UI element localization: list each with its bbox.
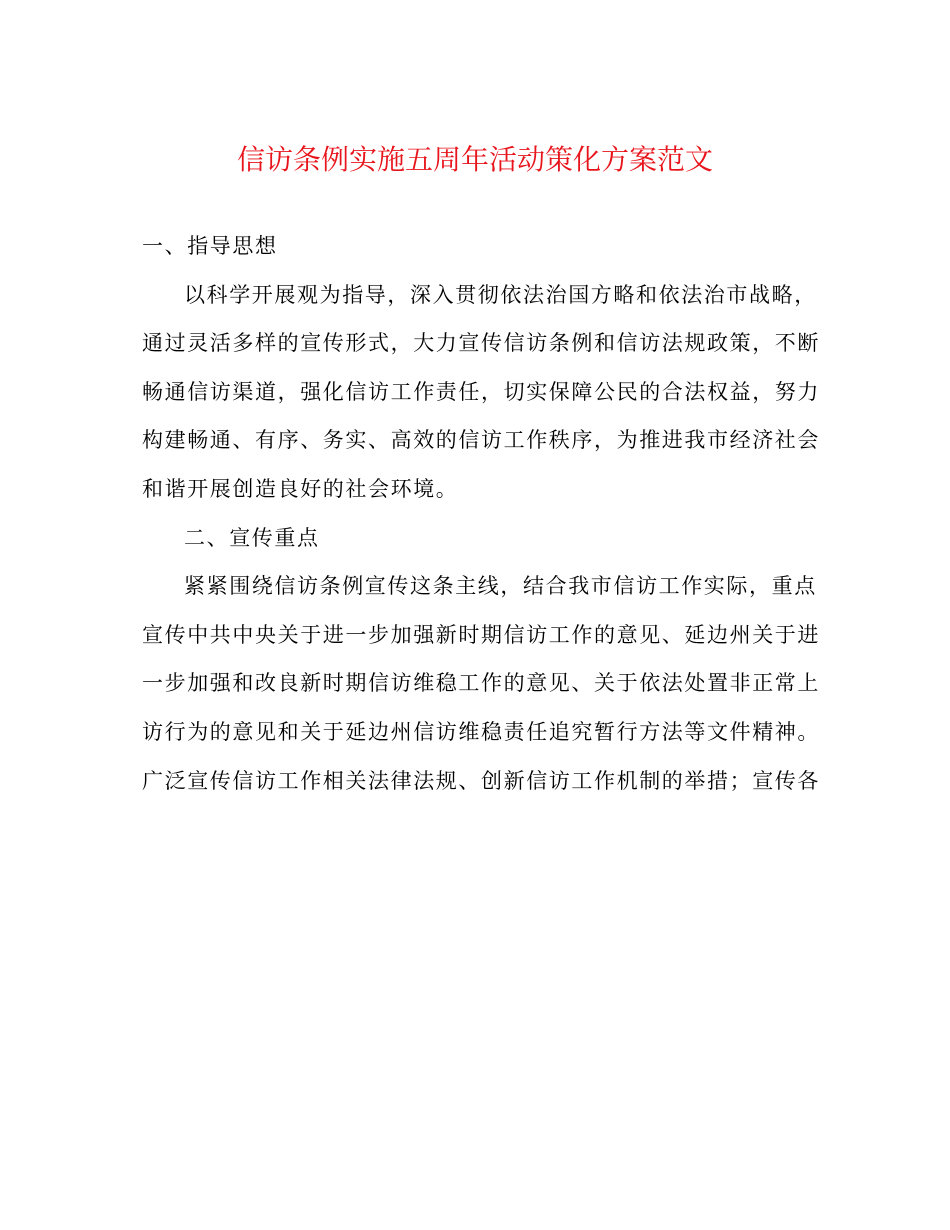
section-heading-publicity-focus (142, 514, 802, 563)
text-line: 二、宣传重点 (184, 525, 320, 550)
text-line: 一步加强和改良新时期信访维稳工作的意见、关于依法处置非正常上 (142, 671, 820, 696)
text-line: 宣传中共中央关于进一步加强新时期信访工作的意见、延边州关于进 (142, 622, 820, 647)
paragraph-publicity-focus (142, 562, 820, 805)
text-line: 通过灵活多样的宣传形式，大力宣传信访条例和信访法规政策，不断 (142, 331, 820, 356)
text-line: 紧紧围绕信访条例宣传这条主线，结合我市信访工作实际，重点 (184, 574, 817, 599)
text-line: 一、指导思想 (142, 234, 278, 258)
text-line: 和谐开展创造良好的社会环境。 (142, 476, 459, 501)
document-body (142, 222, 820, 805)
section-heading-guiding-ideology (142, 222, 802, 271)
text-line: 以科学开展观为指导，深入贯彻依法治国方略和依法治市战略， (184, 282, 817, 307)
paragraph-guiding-ideology (142, 271, 820, 514)
text-line: 广泛宣传信访工作相关法律法规、创新信访工作机制的举措；宣传各 (142, 768, 820, 793)
text-line: 构建畅通、有序、务实、高效的信访工作秩序，为推进我市经济社会 (142, 428, 820, 453)
document-title: 信访条例实施五周年活动策化方案范文 (236, 143, 713, 176)
text-line: 访行为的意见和关于延边州信访维稳责任追究暂行方法等文件精神。 (142, 719, 820, 744)
text-line: 畅通信访渠道，强化信访工作责任，切实保障公民的合法权益，努力 (142, 379, 820, 404)
